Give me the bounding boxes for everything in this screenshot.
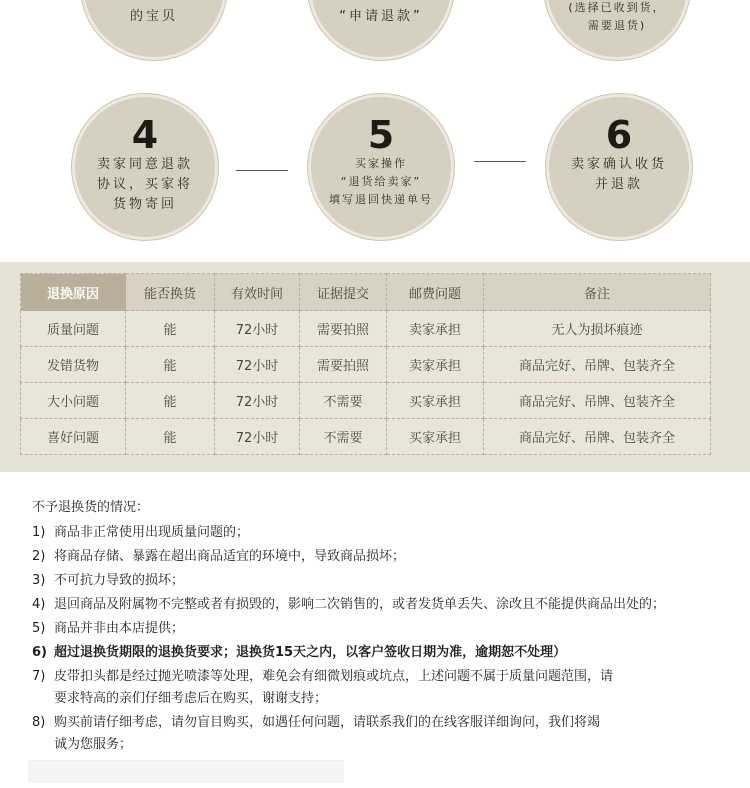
list-text: 将商品存储、暴露在超出商品适宜的环境中，导致商品损坏； [54, 549, 406, 564]
notes-heading: 不予退换货的情况： [32, 500, 150, 515]
list-index: 6) [32, 645, 47, 660]
table-cell: 买家承担 [387, 383, 484, 419]
step-number: 4 [131, 113, 159, 157]
table-cell: 商品完好、吊牌、包装齐全 [484, 347, 711, 383]
header-evidence: 证据提交 [300, 274, 387, 311]
table-row [21, 383, 711, 419]
table-cell: 不需要 [300, 383, 387, 419]
table-row [21, 311, 711, 347]
faded-divider [28, 760, 344, 783]
list-text: 退回商品及附属物不完整或者有损毁的，影响二次销售的，或者发货单丢失、涂改且不能提供商品出处的； [54, 597, 666, 612]
list-item [32, 642, 732, 664]
header-remarks: 备注 [484, 274, 711, 311]
list-index: 4) [32, 597, 46, 612]
list-item [32, 594, 732, 616]
table-cell: 卖家承担 [387, 311, 484, 347]
step-text: 卖家确认收货 并退款 [570, 157, 667, 192]
list-index: 7) [32, 669, 46, 684]
header-exchange: 能否换货 [126, 274, 215, 311]
table-cell: 卖家承担 [387, 347, 484, 383]
step-circle-3 [544, 0, 690, 60]
table-cell: 发错货物 [21, 347, 126, 383]
table-cell: 能 [126, 419, 215, 455]
table-cell: 72小时 [215, 419, 300, 455]
list-index: 8) [32, 715, 46, 730]
table-cell: 72小时 [215, 383, 300, 419]
step-circle-2 [308, 0, 454, 60]
table-cell: 能 [126, 311, 215, 347]
list-text-continued: 要求特高的亲们仔细考虑后在购买，谢谢支持； [54, 691, 328, 706]
list-item [32, 546, 732, 568]
header-reason: 退换原因 [21, 274, 126, 311]
list-item [32, 712, 732, 756]
list-text-continued: 诚为您服务； [54, 737, 133, 752]
header-valid-time: 有效时间 [215, 274, 300, 311]
table-cell: 能 [126, 347, 215, 383]
list-item [32, 522, 732, 544]
list-text: 皮带扣头都是经过抛光喷漆等处理，难免会有细微划痕或坑点，上述问题不属于质量问题范围，请 [54, 669, 614, 684]
table-cell: 无人为损坏痕迹 [484, 311, 711, 347]
process-steps [0, 0, 750, 262]
list-item [32, 618, 732, 640]
list-text: 商品非正常使用出现质量问题的； [54, 525, 250, 540]
step-circle-6 [546, 94, 692, 240]
table-row [21, 419, 711, 455]
step-text: 卖家同意退款 协议，买家将 货物寄回 [96, 157, 193, 212]
list-index: 3) [32, 573, 46, 588]
list-index: 5) [32, 621, 46, 636]
table-cell: 能 [126, 383, 215, 419]
list-item [32, 666, 732, 710]
list-text: 购买前请仔细考虑，请勿盲目购买，如遇任何问题，请联系我们的在线客服详细询问，我们将竭 [54, 715, 601, 730]
return-policy-table [20, 273, 711, 455]
list-index: 1) [32, 525, 46, 540]
table-cell: 72小时 [215, 347, 300, 383]
table-cell: 需要拍照 [300, 311, 387, 347]
list-item [32, 570, 732, 592]
table-cell: 大小问题 [21, 383, 126, 419]
table-row [21, 347, 711, 383]
step-number: 6 [605, 113, 633, 157]
step-circle-5 [308, 94, 454, 240]
step-number: 5 [367, 113, 395, 157]
table-cell: 72小时 [215, 311, 300, 347]
step-connector [236, 170, 288, 171]
step-circle-1 [81, 0, 227, 60]
header-shipping: 邮费问题 [387, 274, 484, 311]
table-cell: 买家承担 [387, 419, 484, 455]
table-cell: 商品完好、吊牌、包装齐全 [484, 419, 711, 455]
list-text: 不可抗力导致的损坏； [54, 573, 185, 588]
table-cell: 不需要 [300, 419, 387, 455]
list-index: 2) [32, 549, 46, 564]
table-cell: 喜好问题 [21, 419, 126, 455]
table-cell: 商品完好、吊牌、包装齐全 [484, 383, 711, 419]
step-text: 买家操作 “退货给卖家” 填写退回快递单号 [329, 157, 433, 206]
list-text: 超过退换货期限的退换货要求；退换货15天之内，以客户签收日期为准，逾期恕不处理） [54, 645, 567, 660]
table-cell: 需要拍照 [300, 347, 387, 383]
step-text: 的宝贝 [129, 9, 178, 24]
table-cell: 质量问题 [21, 311, 126, 347]
step-text: “申请退款” [339, 9, 423, 24]
step-text: (选择已收到货， 需要退货) [568, 1, 666, 32]
step-connector [474, 161, 526, 162]
step-circle-4 [72, 94, 218, 240]
table-header-row [21, 274, 711, 311]
list-text: 商品并非由本店提供； [54, 621, 185, 636]
no-return-conditions [32, 496, 732, 756]
